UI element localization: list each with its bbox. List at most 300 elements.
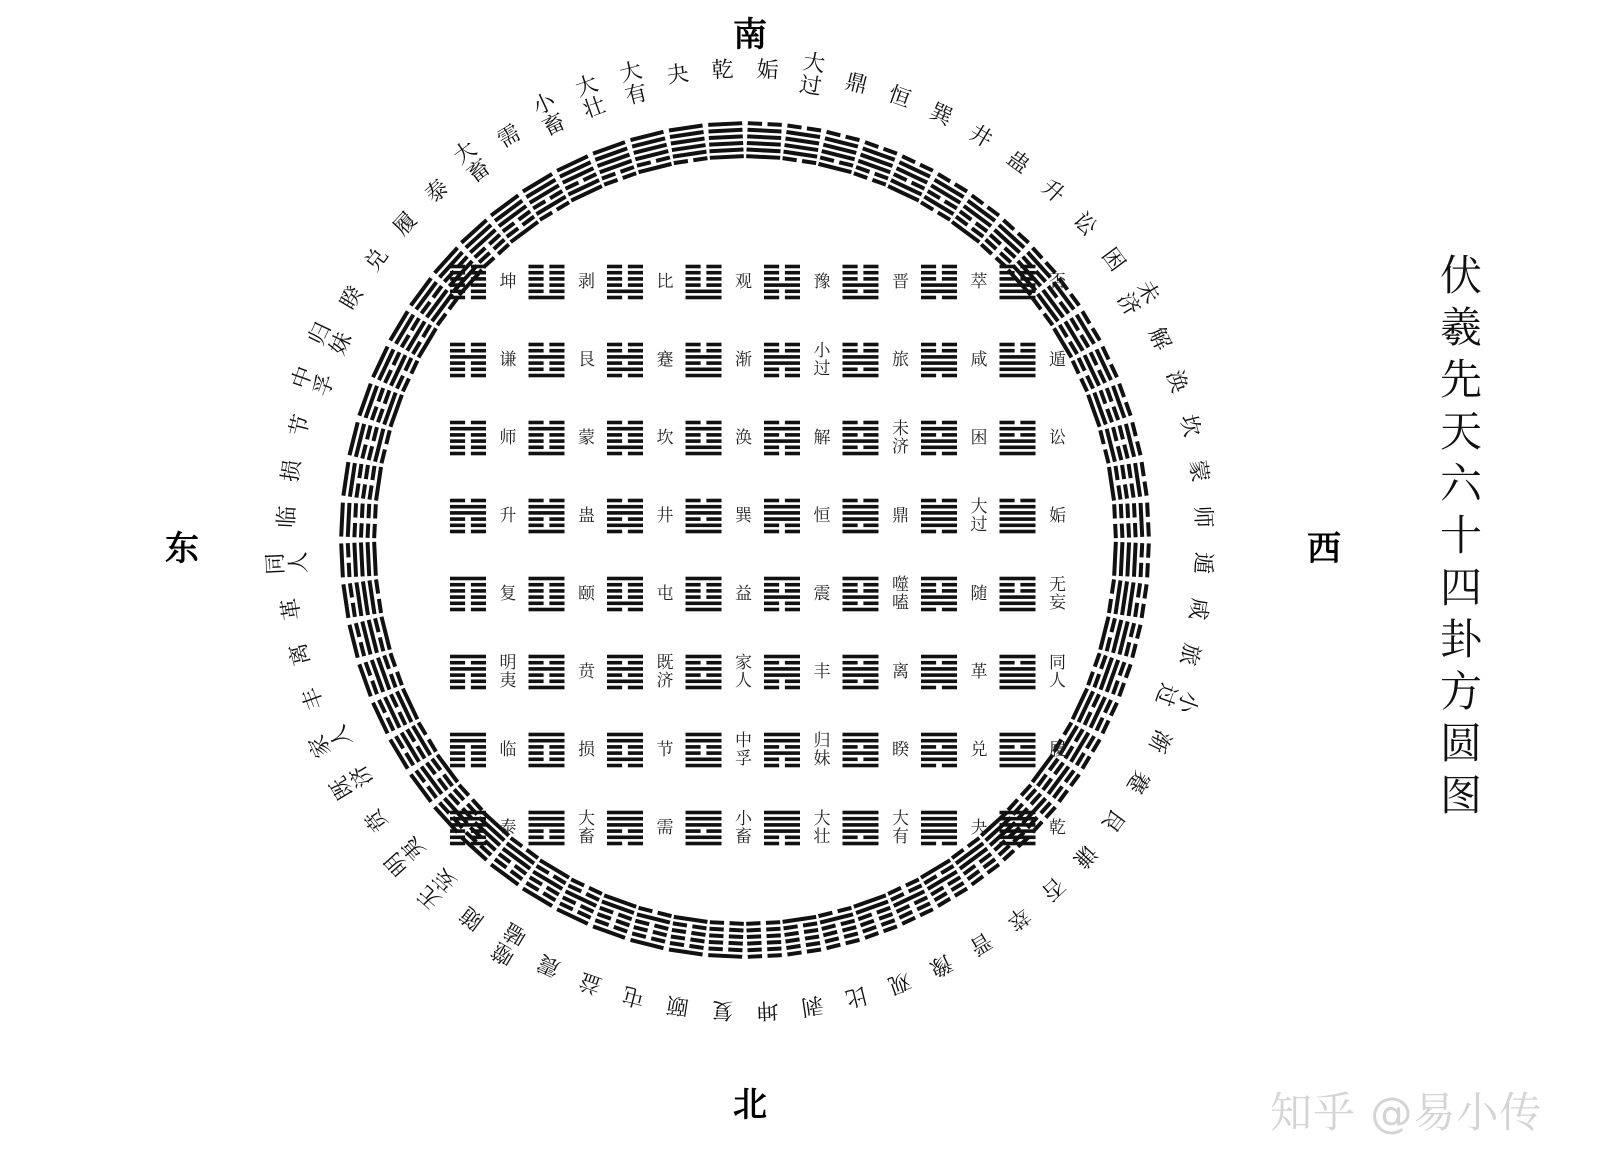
circle-label-char: 旅 <box>1174 640 1205 668</box>
circle-hexagram-label <box>1112 277 1164 321</box>
circle-hexagram-label <box>360 803 394 836</box>
square-hexagram-label <box>814 272 831 292</box>
title-char: 伏 <box>1439 251 1482 300</box>
square-label-char: 讼 <box>1049 428 1066 448</box>
square-hexagram-label <box>971 350 988 370</box>
circle-hexagram <box>746 121 782 160</box>
square-hexagram <box>1000 421 1036 456</box>
circle-hexagram <box>708 121 744 160</box>
circle-label-char: 革 <box>278 596 306 622</box>
circle-label-char: 夷 <box>397 831 431 865</box>
square-label-char: 井 <box>656 506 674 526</box>
square-hexagram-label <box>892 662 909 682</box>
square-label-char: 小 <box>813 341 831 361</box>
square-hexagram-label <box>657 272 674 292</box>
circle-label-char: 讼 <box>1067 207 1102 241</box>
square-label-char: 兑 <box>970 740 988 760</box>
square-hexagram-label <box>578 350 595 370</box>
circle-hexagram-label <box>298 684 329 713</box>
circle-hexagram-label <box>799 991 824 1019</box>
square-label-char: 比 <box>656 272 674 292</box>
circle-hexagram-label <box>380 831 430 880</box>
circle-hexagram-label <box>1002 901 1035 934</box>
circle-hexagram-label <box>286 640 316 667</box>
circle-label-char: 晋 <box>964 926 997 960</box>
circle-hexagram <box>460 218 510 268</box>
circle-hexagram <box>1112 503 1151 539</box>
square-hexagram <box>843 577 879 612</box>
circle-label-char: 壮 <box>579 92 610 124</box>
circle-hexagram-label <box>965 927 997 960</box>
square-label-char: 夷 <box>499 671 517 691</box>
circle-label-char: 济 <box>345 759 379 792</box>
square-hexagram-label <box>971 271 988 292</box>
square-label-char: 谦 <box>499 350 517 370</box>
circle-hexagram-label <box>926 99 957 131</box>
square-hexagram <box>686 577 722 612</box>
square-label-char: 困 <box>970 428 988 448</box>
square-label-char: 屯 <box>656 584 674 604</box>
square-label-char: 济 <box>656 671 674 691</box>
square-hexagram <box>843 343 879 378</box>
square-hexagram-label <box>500 350 517 370</box>
circle-hexagram-label <box>1189 505 1215 528</box>
square-label-char: 妄 <box>1049 593 1066 613</box>
square-label-char: 巽 <box>735 506 752 526</box>
square-hexagram <box>764 577 800 612</box>
square-label-char: 姤 <box>1049 506 1066 526</box>
circle-hexagram-label <box>287 363 340 400</box>
square-label-char: 旅 <box>892 350 909 370</box>
square-diagram <box>450 265 1067 847</box>
square-hexagram <box>1000 499 1036 534</box>
circle-hexagram <box>887 154 934 202</box>
square-hexagram-label <box>892 506 909 526</box>
circle-label-char: 节 <box>285 412 316 440</box>
square-hexagram <box>450 733 486 768</box>
square-hexagram <box>450 421 486 456</box>
circle-label-char: 过 <box>797 72 824 101</box>
circle-hexagram-label <box>494 121 526 154</box>
square-label-char: 观 <box>735 272 752 292</box>
square-hexagram <box>607 733 643 768</box>
square-label-char: 涣 <box>735 428 752 448</box>
circle-label-char: 夬 <box>665 61 691 90</box>
square-hexagram-label <box>971 662 988 682</box>
circle-label-char: 涣 <box>1160 367 1192 397</box>
square-label-char: 解 <box>813 428 831 448</box>
circle-hexagram-label <box>336 283 369 315</box>
square-hexagram-label <box>578 740 595 760</box>
circle-hexagram-label <box>1184 458 1212 483</box>
square-label-char: 济 <box>892 437 909 457</box>
direction-west: 西 <box>1307 529 1341 569</box>
square-hexagram <box>450 655 486 690</box>
circle-label-char: 小 <box>528 88 560 121</box>
circle-label-char: 离 <box>285 640 316 668</box>
circle-label-char: 渐 <box>1142 725 1176 757</box>
square-hexagram <box>1000 343 1036 378</box>
circle-hexagram-label <box>278 596 306 621</box>
circle-hexagram <box>357 383 403 427</box>
circle-label-char: 遁 <box>1189 551 1216 575</box>
circle-label-char: 人 <box>286 550 313 575</box>
square-label-char: 颐 <box>578 584 595 604</box>
square-hexagram-label <box>1049 653 1066 691</box>
square-label-char: 渐 <box>735 350 752 370</box>
circle-hexagram-label <box>1096 804 1129 837</box>
square-label-char: 人 <box>735 671 752 691</box>
square-hexagram <box>921 499 957 534</box>
square-hexagram-label <box>657 818 674 838</box>
circle-hexagram <box>853 893 897 939</box>
square-hexagram <box>607 499 643 534</box>
circle-hexagram <box>348 616 392 658</box>
circle-label-char: 家 <box>304 730 337 762</box>
square-label-char: 蒙 <box>578 428 595 448</box>
square-label-char: 泰 <box>499 818 517 838</box>
square-hexagram-label <box>578 506 595 526</box>
square-label-char: 恒 <box>813 506 831 526</box>
circle-hexagram-label <box>843 981 870 1011</box>
square-hexagram-label <box>892 419 909 457</box>
square-hexagram <box>686 421 722 456</box>
circle-label-char: 嗑 <box>499 916 532 950</box>
square-hexagram-label <box>814 428 831 448</box>
square-hexagram <box>921 733 957 768</box>
square-label-char: 师 <box>499 428 517 448</box>
square-label-char: 益 <box>735 584 752 604</box>
circle-label-char: 畜 <box>538 109 570 142</box>
title-char: 十 <box>1439 511 1482 560</box>
title-char: 六 <box>1439 459 1482 508</box>
circle-hexagram-label <box>286 412 316 439</box>
square-hexagram-label <box>892 809 909 847</box>
circle-hexagram <box>1098 422 1142 464</box>
square-hexagram <box>843 265 879 300</box>
circle-hexagram-label <box>1002 146 1035 179</box>
circle-label-char: 蛊 <box>1001 145 1035 180</box>
circle-hexagram-label <box>305 319 358 359</box>
circle-label-char: 升 <box>1036 175 1070 209</box>
circle-label-char: 姤 <box>755 57 780 84</box>
circle-label-char: 师 <box>1189 505 1216 529</box>
title-char: 图 <box>1439 771 1482 820</box>
square-label-char: 无 <box>1049 575 1066 595</box>
circle-hexagram <box>853 140 897 186</box>
square-label-char: 未 <box>892 419 909 439</box>
circle-hexagram-label <box>1143 726 1175 757</box>
circle-label-char: 畜 <box>462 155 496 189</box>
square-hexagram <box>921 811 957 846</box>
square-hexagram-label <box>500 427 517 448</box>
square-hexagram <box>843 499 879 534</box>
square-label-char: 大 <box>578 809 595 829</box>
circle-label-char: 妄 <box>428 863 462 897</box>
circle-label-char: 乾 <box>710 57 735 84</box>
square-hexagram-label <box>657 350 674 370</box>
circle-label-char: 济 <box>1111 288 1145 321</box>
square-label-char: 贲 <box>578 662 595 682</box>
circle-hexagram <box>818 906 860 950</box>
square-hexagram-label <box>892 272 909 292</box>
square-hexagram <box>686 265 722 300</box>
square-label-char: 损 <box>578 740 595 760</box>
circle-label-char: 复 <box>710 996 735 1023</box>
square-hexagram <box>529 655 565 690</box>
circle-hexagram-label <box>572 71 609 124</box>
square-label-char: 复 <box>499 584 517 604</box>
square-hexagram-label <box>971 818 988 838</box>
circle-label-char: 艮 <box>1096 803 1130 837</box>
square-hexagram-label <box>814 584 831 604</box>
square-hexagram-label <box>892 740 909 760</box>
square-hexagram-label <box>735 506 753 526</box>
circle-label-char: 无 <box>413 880 447 914</box>
circle-label-char: 巽 <box>925 99 957 132</box>
square-hexagram-label <box>1049 506 1066 526</box>
circle-hexagram <box>1107 579 1149 618</box>
square-hexagram-label <box>500 740 517 760</box>
square-hexagram <box>529 811 565 846</box>
square-hexagram <box>921 577 957 612</box>
title-char: 天 <box>1439 407 1482 456</box>
circle-hexagram <box>348 422 392 464</box>
circle-hexagram-label <box>326 760 378 804</box>
circle-hexagram <box>782 915 821 957</box>
circle-hexagram <box>339 503 378 539</box>
square-hexagram-label <box>735 809 753 847</box>
circle-label-char: 中 <box>287 363 319 393</box>
circle-hexagram <box>339 542 378 578</box>
square-label-char: 剥 <box>578 272 595 292</box>
square-label-char: 畜 <box>735 827 752 847</box>
square-label-char: 明 <box>499 653 517 673</box>
square-label-char: 履 <box>1049 740 1066 760</box>
square-label-char: 豫 <box>813 272 831 292</box>
square-hexagram <box>921 343 957 378</box>
circle-hexagram <box>357 653 403 697</box>
circle-label-char: 蹇 <box>1121 765 1155 798</box>
circle-label-char: 人 <box>325 720 358 752</box>
square-label-char: 畜 <box>578 827 595 847</box>
circle-label-char: 大 <box>617 58 645 88</box>
circle-hexagram <box>818 130 860 174</box>
square-label-char: 人 <box>1049 671 1066 691</box>
circle-hexagram-label <box>1068 839 1101 872</box>
circle-hexagram-label <box>798 50 827 101</box>
circle-label-char: 屯 <box>619 981 648 1011</box>
square-hexagram-label <box>657 653 674 691</box>
square-label-char: 有 <box>892 827 909 847</box>
square-label-char: 大 <box>813 809 831 829</box>
circle-hexagram <box>341 462 383 501</box>
circle-label-char: 恒 <box>884 82 914 113</box>
square-hexagram-label <box>578 428 595 448</box>
square-hexagram <box>764 343 800 378</box>
circle-hexagram <box>669 124 708 166</box>
circle-hexagram-label <box>926 949 957 981</box>
circle-hexagram <box>980 218 1030 268</box>
square-hexagram <box>529 577 565 612</box>
circle-hexagram <box>556 878 603 926</box>
square-hexagram-label <box>735 731 752 769</box>
circle-label-char: 睽 <box>335 282 369 315</box>
circle-label-char: 未 <box>1131 276 1165 309</box>
circle-hexagram <box>630 906 672 950</box>
circle-hexagram-label <box>534 949 565 981</box>
square-hexagram-label <box>892 350 909 370</box>
square-label-char: 乾 <box>1049 818 1066 838</box>
circle-hexagram-label <box>389 208 422 241</box>
square-label-char: 蹇 <box>656 350 674 370</box>
circle-hexagram-label <box>456 901 489 934</box>
circle-hexagram <box>1107 462 1149 501</box>
circle-label-char: 观 <box>884 967 914 998</box>
square-label-char: 萃 <box>970 272 988 292</box>
square-label-char: 大 <box>970 497 988 517</box>
circle-hexagram-label <box>361 244 394 277</box>
square-hexagram <box>686 655 722 690</box>
square-label-char: 嗑 <box>892 593 909 613</box>
square-hexagram <box>450 577 486 612</box>
circle-hexagram-label <box>305 721 358 761</box>
square-label-char: 小 <box>735 809 752 829</box>
square-hexagram-label <box>1049 272 1066 292</box>
circle-hexagram-label <box>529 88 570 141</box>
square-hexagram <box>921 421 957 456</box>
circle-label-char: 大 <box>572 71 602 103</box>
square-hexagram-label <box>735 584 752 604</box>
circle-hexagram <box>388 722 437 770</box>
circle-label-char: 大 <box>449 136 482 170</box>
circle-hexagram-label <box>275 505 301 528</box>
square-hexagram-label <box>735 428 752 448</box>
circle-label-char: 临 <box>274 505 301 529</box>
circle-hexagram-label <box>1150 680 1203 718</box>
circle-label-char: 归 <box>304 318 337 350</box>
square-label-char: 壮 <box>813 827 831 847</box>
square-hexagram <box>529 421 565 456</box>
square-hexagram-label <box>500 272 517 292</box>
circle-hexagram <box>887 878 934 926</box>
circle-label-char: 颐 <box>665 990 691 1019</box>
square-label-char: 咸 <box>970 350 988 370</box>
circle-label-char: 震 <box>533 948 565 981</box>
square-label-char: 过 <box>813 359 831 379</box>
square-label-char: 同 <box>1049 653 1066 673</box>
square-label-char: 过 <box>970 515 988 535</box>
square-hexagram-label <box>892 575 909 613</box>
square-label-char: 既 <box>656 653 674 673</box>
square-label-char: 临 <box>499 740 517 760</box>
square-hexagram <box>529 499 565 534</box>
square-label-char: 需 <box>656 818 674 838</box>
square-hexagram <box>843 655 879 690</box>
circle-hexagram <box>1086 383 1132 427</box>
circle-label-char: 谦 <box>1067 839 1102 873</box>
square-label-char: 蛊 <box>578 506 595 526</box>
square-label-char: 鼎 <box>892 506 909 526</box>
direction-north: 北 <box>733 1085 767 1125</box>
circle-hexagram-label <box>1143 324 1175 355</box>
circle-label-char: 妹 <box>325 328 358 360</box>
circle-hexagram-label <box>421 175 454 208</box>
square-hexagram <box>764 265 800 300</box>
circle-hexagram <box>1098 616 1142 658</box>
square-hexagram-label <box>735 272 752 292</box>
circle-hexagram <box>708 920 744 959</box>
circle-label-char: 孚 <box>309 370 341 401</box>
circle-hexagram <box>556 154 603 202</box>
direction-east: 东 <box>165 529 199 569</box>
square-hexagram-label <box>1049 350 1066 370</box>
circle-label-char: 否 <box>1036 871 1070 905</box>
square-label-char: 革 <box>970 662 988 682</box>
square-hexagram <box>843 733 879 768</box>
circle-hexagram-label <box>843 69 870 99</box>
square-hexagram <box>764 421 800 456</box>
circle-hexagram-label <box>412 862 461 913</box>
circle-hexagram-label <box>711 996 734 1022</box>
circle-label-char: 大 <box>801 49 827 78</box>
square-hexagram-label <box>814 731 831 769</box>
circle-label-char: 咸 <box>1184 596 1212 622</box>
square-hexagram-label <box>500 818 517 838</box>
square-hexagram <box>607 421 643 456</box>
circle-hexagram-label <box>711 58 734 84</box>
square-hexagram-label <box>971 584 988 604</box>
circle-label-char: 同 <box>263 552 290 576</box>
circle-hexagram-label <box>1036 872 1069 905</box>
square-hexagram <box>1000 655 1036 690</box>
circle-hexagram-label <box>965 121 997 154</box>
square-hexagram-label <box>657 506 674 526</box>
square-hexagram <box>764 499 800 534</box>
title-char: 卦 <box>1439 615 1482 664</box>
circle-label-char: 有 <box>622 80 651 111</box>
circle-hexagram-label <box>1175 640 1205 667</box>
circle-label-char: 井 <box>964 120 997 154</box>
circle-hexagram <box>592 893 636 939</box>
vertical-title <box>1431 250 1491 822</box>
square-label-char: 大 <box>892 809 909 829</box>
square-hexagram-label <box>657 584 674 604</box>
square-label-char: 噬 <box>892 575 909 595</box>
circle-hexagram <box>1112 542 1151 578</box>
circle-label-char: 丰 <box>298 683 330 713</box>
circle-hexagram <box>746 920 782 959</box>
square-hexagram-label <box>971 740 988 760</box>
circle-label-char: 损 <box>278 458 306 484</box>
square-hexagram <box>1000 733 1036 768</box>
square-hexagram <box>686 343 722 378</box>
square-hexagram-label <box>814 506 831 526</box>
circle-hexagram-label <box>1096 244 1129 277</box>
circle-hexagram-label <box>576 967 605 998</box>
square-hexagram <box>686 499 722 534</box>
square-hexagram-label <box>735 653 752 691</box>
square-hexagram-label <box>578 584 595 604</box>
square-label-char: 孚 <box>735 749 752 769</box>
circle-label-char: 过 <box>1149 679 1181 710</box>
square-label-char: 丰 <box>813 662 831 682</box>
square-label-char: 震 <box>813 584 831 604</box>
circle-label-char: 需 <box>493 120 526 154</box>
square-hexagram <box>529 343 565 378</box>
square-hexagram <box>607 577 643 612</box>
circle-hexagram-label <box>756 58 779 84</box>
